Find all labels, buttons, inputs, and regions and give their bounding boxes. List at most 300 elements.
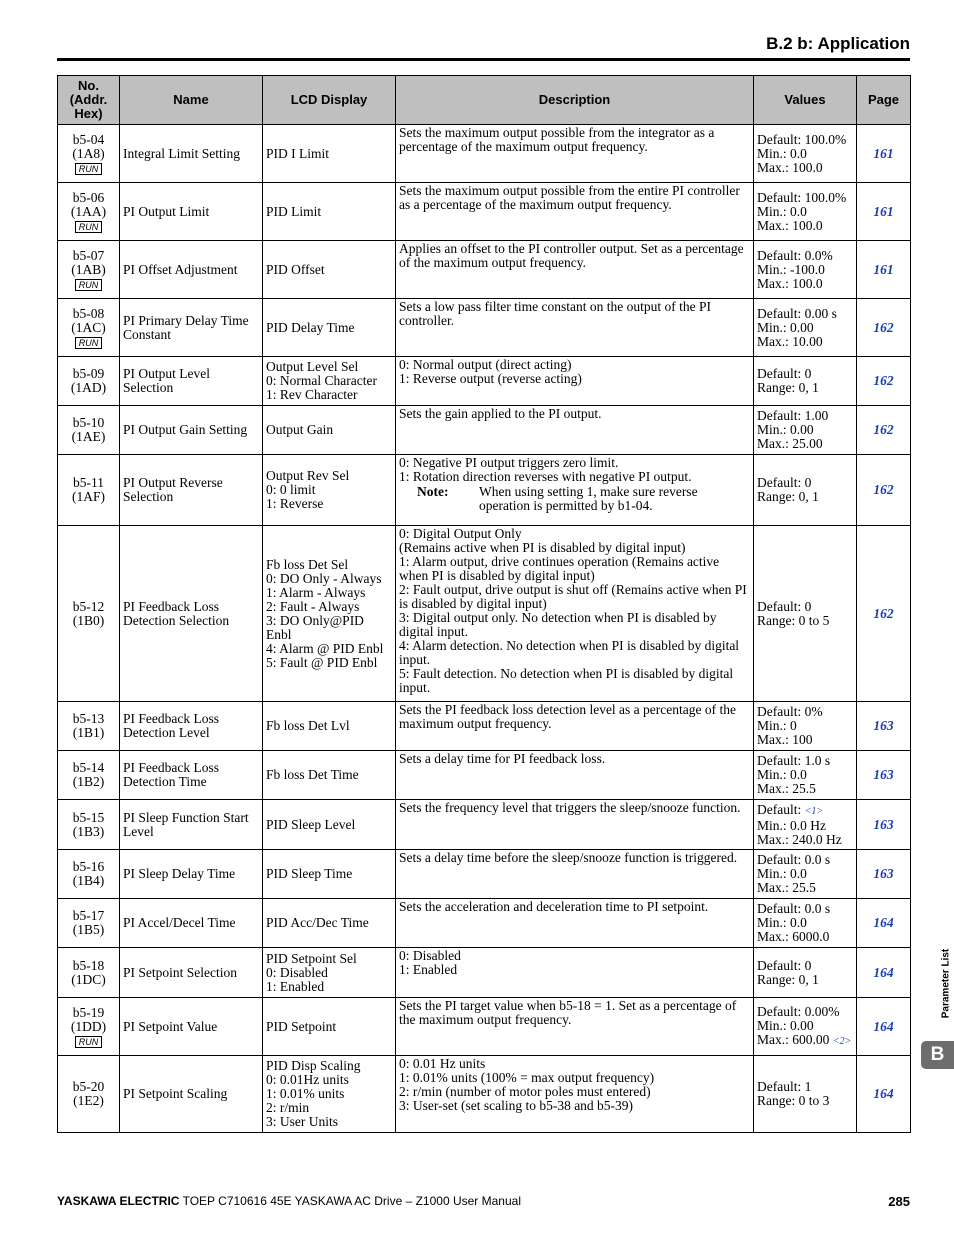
page-link[interactable]: 164 — [857, 998, 911, 1056]
note-text: When using setting 1, make sure reverse operation is permitted by b1-04. — [479, 484, 698, 513]
value-line — [757, 1033, 853, 1049]
description-line: Sets the frequency level that triggers the sleep/snooze function. — [399, 800, 741, 815]
value-text: Min.: 0 — [757, 718, 797, 733]
run-badge: RUN — [75, 221, 103, 233]
lcd-display-cell — [263, 526, 396, 702]
note-label: Note: — [417, 484, 449, 499]
value-line — [757, 249, 853, 263]
param-number-cell — [58, 751, 120, 800]
param-number-line: (1AA) — [70, 203, 107, 219]
value-text: Default: 0.0 s — [757, 852, 831, 867]
table-row — [58, 751, 911, 800]
param-number-line: (1E2) — [73, 1093, 104, 1108]
footer-doc-title: TOEP C710616 45E YASKAWA AC Drive – Z1000 User Manual — [182, 1194, 521, 1208]
param-name: PI Output Limit — [120, 183, 263, 241]
value-line — [757, 277, 853, 291]
table-row — [58, 800, 911, 850]
value-text: Default: 0 — [757, 957, 812, 973]
appendix-tab[interactable]: B — [921, 1041, 954, 1069]
param-number-line: (1AC) — [71, 319, 106, 335]
value-text: Range: 0, 1 — [757, 380, 819, 395]
value-line — [757, 768, 853, 782]
value-line — [757, 307, 853, 321]
page-link[interactable]: 161 — [857, 241, 911, 299]
param-name: PI Feedback Loss Detection Time — [120, 751, 263, 800]
param-number-cell — [58, 948, 120, 998]
run-badge: RUN — [75, 1036, 103, 1048]
lcd-display-cell — [263, 800, 396, 850]
values-cell — [754, 406, 857, 455]
description-cell — [396, 406, 754, 455]
page-header — [57, 0, 910, 61]
table-row — [58, 948, 911, 998]
param-number-line: (1B0) — [72, 612, 105, 628]
lcd-display-cell — [263, 125, 396, 183]
param-number-cell — [58, 357, 120, 406]
description-cell — [396, 850, 754, 899]
value-line — [757, 959, 853, 973]
param-number-line: (1AF) — [72, 489, 105, 504]
lcd-line: Output Rev Sel — [266, 468, 350, 483]
value-text: Default: 0.00% — [757, 1003, 840, 1019]
param-number-cell — [58, 998, 120, 1056]
param-name: PI Primary Delay Time Constant — [120, 299, 263, 357]
lcd-line: 0: DO Only - Always — [266, 570, 382, 586]
description-line: 1: Enabled — [399, 962, 458, 977]
lcd-display-cell — [263, 751, 396, 800]
lcd-line: 4: Alarm @ PID Enbl — [266, 640, 384, 656]
param-number-line: b5-19 — [72, 1004, 105, 1020]
description-line: Sets the PI target value when b5-18 = 1. Set as a percentage of the maximum output frequency. — [399, 998, 737, 1027]
description-line: 0: Negative PI output triggers zero limit. — [399, 455, 619, 470]
value-line — [757, 161, 853, 175]
description-cell — [396, 800, 754, 850]
param-name: Integral Limit Setting — [120, 125, 263, 183]
values-cell — [754, 241, 857, 299]
param-number-line: b5-12 — [72, 598, 105, 614]
description-cell — [396, 241, 754, 299]
param-name: PI Offset Adjustment — [120, 241, 263, 299]
col-header-description: Description — [396, 76, 754, 125]
param-name: PI Sleep Function Start Level — [120, 800, 263, 850]
value-text: Max.: 25.5 — [757, 880, 816, 895]
value-line — [757, 719, 853, 733]
value-text: Max.: 100.0 — [757, 159, 823, 175]
param-number-line: (1AD) — [70, 380, 107, 395]
table-row — [58, 998, 911, 1056]
page-link[interactable]: 161 — [857, 125, 911, 183]
param-name: PI Setpoint Selection — [120, 948, 263, 998]
lcd-display-cell — [263, 455, 396, 526]
page-link[interactable]: 163 — [857, 800, 911, 850]
page-link[interactable]: 162 — [857, 357, 911, 406]
lcd-line: 1: 0.01% units — [266, 1086, 345, 1101]
table-row — [58, 406, 911, 455]
col-header-values: Values — [754, 76, 857, 125]
lcd-display-cell — [263, 899, 396, 948]
description-line: 0: 0.01 Hz units — [399, 1056, 486, 1071]
value-text: Max.: 100 — [757, 732, 813, 747]
param-number-cell — [58, 800, 120, 850]
lcd-line: 5: Fault @ PID Enbl — [266, 654, 378, 670]
page-link[interactable]: 163 — [857, 850, 911, 899]
value-line — [757, 1094, 853, 1108]
lcd-display-cell — [263, 406, 396, 455]
value-line — [757, 423, 853, 437]
lcd-display-cell — [263, 183, 396, 241]
page-link[interactable]: 162 — [857, 406, 911, 455]
description-cell — [396, 751, 754, 800]
description-line: (Remains active when PI is disabled by digital input) — [399, 540, 686, 555]
footer-brand: YASKAWA ELECTRIC — [57, 1194, 180, 1208]
param-name: PI Feedback Loss Detection Level — [120, 702, 263, 751]
table-row — [58, 899, 911, 948]
param-name: PI Output Reverse Selection — [120, 455, 263, 526]
table-row — [58, 702, 911, 751]
value-line — [757, 409, 853, 423]
description-cell — [396, 299, 754, 357]
col-header-lcd-display: LCD Display — [263, 76, 396, 125]
value-line — [757, 147, 853, 161]
values-cell — [754, 702, 857, 751]
value-text: Min.: 0.0 Hz — [757, 817, 826, 833]
value-text: Min.: 0.00 — [757, 319, 814, 335]
description-cell — [396, 526, 754, 702]
value-text: Max.: 25.00 — [757, 436, 823, 451]
param-number-cell — [58, 1056, 120, 1133]
param-name: PI Feedback Loss Detection Selection — [120, 526, 263, 702]
param-number-cell — [58, 702, 120, 751]
values-cell — [754, 125, 857, 183]
param-number-line: (1B2) — [72, 774, 105, 789]
lcd-display-cell — [263, 948, 396, 998]
value-text: Default: 0.00 s — [757, 305, 837, 321]
value-text: Min.: 0.0 — [757, 145, 807, 161]
lcd-line: Fb loss Det Time — [266, 767, 359, 782]
value-text: Default: 100.0% — [757, 131, 847, 147]
param-number-cell — [58, 125, 120, 183]
table-row — [58, 455, 911, 526]
param-number-line: b5-16 — [72, 859, 105, 874]
page-link[interactable]: 164 — [857, 1056, 911, 1133]
param-number-line: (1B4) — [72, 873, 105, 888]
value-line — [757, 600, 853, 614]
values-cell — [754, 526, 857, 702]
run-badge: RUN — [75, 163, 103, 175]
value-text: Max.: 600.00 — [757, 1031, 830, 1047]
value-line — [757, 614, 853, 628]
value-text: Range: 0, 1 — [757, 971, 819, 987]
description-line: 1: Rotation direction reverses with negative PI output. — [399, 469, 692, 484]
col-header-no: No. (Addr. Hex) — [58, 76, 120, 125]
value-text: Default: 0 — [757, 598, 812, 614]
lcd-line: 3: User Units — [266, 1114, 338, 1129]
table-row — [58, 299, 911, 357]
param-number-line: (1AE) — [71, 429, 106, 444]
page-link[interactable]: 162 — [857, 455, 911, 526]
value-text: Max.: 25.5 — [757, 781, 816, 796]
value-text: Max.: 10.00 — [757, 333, 823, 349]
value-line — [757, 367, 853, 381]
value-text: Default: 0.0% — [757, 247, 833, 263]
description-line: 0: Normal output (direct acting) — [399, 357, 572, 372]
param-name: PI Output Level Selection — [120, 357, 263, 406]
table-row — [58, 183, 911, 241]
description-line: Sets the PI feedback loss detection level as a percentage of the maximum output frequency. — [399, 702, 736, 731]
description-cell — [396, 455, 754, 526]
lcd-line: 0: Normal Character — [266, 373, 377, 388]
value-text: Default: 0 — [757, 366, 812, 381]
description-line: 0: Digital Output Only — [399, 526, 522, 541]
value-text: Max.: 6000.0 — [757, 929, 830, 944]
lcd-display-cell — [263, 702, 396, 751]
param-number-line: b5-04 — [72, 131, 105, 147]
param-number-line: (1B5) — [72, 922, 105, 937]
value-line — [757, 1080, 853, 1094]
value-line — [757, 1005, 853, 1019]
value-line — [757, 930, 853, 944]
page-link[interactable]: 162 — [857, 299, 911, 357]
param-number-line: (1A8) — [72, 145, 105, 161]
lcd-line: PID Acc/Dec Time — [266, 915, 369, 930]
lcd-line: 0: Disabled — [266, 964, 328, 980]
value-line — [757, 321, 853, 335]
lcd-display-cell — [263, 1056, 396, 1133]
value-line — [757, 881, 853, 895]
value-line — [757, 437, 853, 451]
value-line — [757, 902, 853, 916]
value-text: Default: 0% — [757, 704, 823, 719]
values-cell — [754, 948, 857, 998]
param-number-cell — [58, 183, 120, 241]
description-cell — [396, 998, 754, 1056]
lcd-line: 2: Fault - Always — [266, 598, 360, 614]
lcd-line: 0: 0.01Hz units — [266, 1072, 349, 1087]
description-cell — [396, 125, 754, 183]
param-name: PI Output Gain Setting — [120, 406, 263, 455]
param-number-line: b5-10 — [72, 415, 105, 430]
lcd-display-cell — [263, 850, 396, 899]
values-cell — [754, 357, 857, 406]
description-cell — [396, 183, 754, 241]
lcd-line: Fb loss Det Lvl — [266, 718, 350, 733]
value-line — [757, 973, 853, 987]
value-text: Default: 0 — [757, 475, 812, 490]
lcd-line: PID Offset — [266, 261, 325, 277]
param-number-line: b5-14 — [72, 760, 105, 775]
value-text: Range: 0 to 3 — [757, 1093, 830, 1108]
values-cell — [754, 998, 857, 1056]
value-line — [757, 490, 853, 504]
description-line: 2: Fault output, drive output is shut off (Remains active when PI is disabled by digital input) — [399, 582, 747, 611]
value-line — [757, 853, 853, 867]
value-text: Max.: 100.0 — [757, 275, 823, 291]
lcd-display-cell — [263, 299, 396, 357]
description-line: 1: 0.01% units (100% = max output frequency) — [399, 1070, 655, 1085]
page-link[interactable]: 164 — [857, 899, 911, 948]
param-number-line: b5-08 — [72, 305, 105, 321]
lcd-line: PID Delay Time — [266, 319, 355, 335]
param-number-cell — [58, 406, 120, 455]
value-text: Min.: 0.00 — [757, 422, 814, 437]
param-number-cell — [58, 299, 120, 357]
table-row — [58, 241, 911, 299]
description-line: 5: Fault detection. No detection when PI is disabled by digital input. — [399, 666, 734, 695]
value-line — [757, 754, 853, 768]
value-text: Min.: 0.0 — [757, 203, 807, 219]
lcd-line: 2: r/min — [266, 1100, 310, 1115]
description-cell — [396, 702, 754, 751]
value-text: Default: 1 — [757, 1079, 812, 1094]
note-block — [399, 485, 750, 513]
lcd-line: PID Sleep Level — [266, 816, 356, 832]
description-line: 3: Digital output only. No detection when PI is disabled by digital input. — [399, 610, 717, 639]
description-line: Applies an offset to the PI controller output. Set as a percentage of the maximum output frequency. — [399, 241, 744, 270]
page-link[interactable]: 164 — [857, 948, 911, 998]
param-number-line: b5-11 — [73, 475, 104, 490]
description-line: Sets a low pass filter time constant on the output of the PI controller. — [399, 299, 711, 328]
lcd-line: PID Setpoint Sel — [266, 950, 357, 966]
lcd-line: 0: 0 limit — [266, 482, 316, 497]
param-number-line: b5-15 — [72, 809, 105, 825]
description-line: 0: Disabled — [399, 948, 461, 963]
footnote-ref-link[interactable]: <1> — [804, 805, 824, 817]
value-text: Max.: 240.0 Hz — [757, 831, 842, 847]
value-line — [757, 819, 853, 833]
param-number-line: (1B3) — [72, 823, 105, 839]
param-number-line: b5-17 — [72, 908, 105, 923]
values-cell — [754, 299, 857, 357]
param-name: PI Sleep Delay Time — [120, 850, 263, 899]
value-text: Default: — [757, 801, 802, 817]
param-number-line: (1AB) — [71, 261, 106, 277]
lcd-line: PID I Limit — [266, 145, 329, 161]
value-text: Default: 1.00 — [757, 408, 829, 423]
param-number-cell — [58, 455, 120, 526]
col-header-page: Page — [857, 76, 911, 125]
value-line — [757, 803, 853, 819]
lcd-line: 3: DO Only@PID Enbl — [266, 612, 364, 642]
side-section-label: Parameter List — [940, 948, 952, 1019]
param-number-line: b5-13 — [72, 711, 105, 726]
page-footer — [57, 1194, 910, 1208]
value-text: Max.: 100.0 — [757, 217, 823, 233]
value-line — [757, 191, 853, 205]
col-header-name: Name — [120, 76, 263, 125]
page-number: 285 — [888, 1194, 910, 1209]
description-line: 3: User-set (set scaling to b5-38 and b5-39) — [399, 1098, 634, 1113]
table-header-row — [58, 76, 911, 125]
values-cell — [754, 1056, 857, 1133]
value-text: Default: 1.0 s — [757, 753, 831, 768]
param-number-line: b5-06 — [72, 189, 105, 205]
value-text: Range: 0, 1 — [757, 489, 819, 504]
value-line — [757, 263, 853, 277]
run-badge: RUN — [75, 279, 103, 291]
description-cell — [396, 1056, 754, 1133]
lcd-line: 1: Enabled — [266, 978, 325, 994]
param-number-line: (1DC) — [71, 971, 106, 987]
table-row — [58, 850, 911, 899]
param-number-line: b5-07 — [72, 247, 105, 263]
description-line: Sets a delay time for PI feedback loss. — [399, 751, 606, 766]
table-row — [58, 125, 911, 183]
value-line — [757, 381, 853, 395]
param-number-line: b5-20 — [72, 1079, 105, 1094]
value-text: Min.: 0.0 — [757, 767, 807, 782]
values-cell — [754, 751, 857, 800]
lcd-line: Fb loss Det Sel — [266, 556, 349, 572]
value-text: Min.: 0.0 — [757, 915, 807, 930]
values-cell — [754, 183, 857, 241]
param-number-line: (1DD) — [70, 1018, 107, 1034]
value-line — [757, 705, 853, 719]
value-line — [757, 1019, 853, 1033]
value-text: Default: 100.0% — [757, 189, 847, 205]
description-line: 4: Alarm detection. No detection when PI is disabled by digital input. — [399, 638, 740, 667]
description-line: Sets a delay time before the sleep/snooze function is triggered. — [399, 850, 738, 865]
description-line: Sets the maximum output possible from the entire PI controller as a percentage of the maximum output frequency. — [399, 183, 740, 212]
description-line: Sets the maximum output possible from the integrator as a percentage of the maximum output frequency. — [399, 125, 715, 154]
value-line — [757, 219, 853, 233]
footnote-ref-link[interactable]: <2> — [832, 1035, 852, 1047]
values-cell — [754, 899, 857, 948]
param-name: PI Setpoint Scaling — [120, 1056, 263, 1133]
description-line: 2: r/min (number of motor poles must entered) — [399, 1084, 651, 1099]
description-cell — [396, 948, 754, 998]
param-number-cell — [58, 899, 120, 948]
parameter-table — [57, 75, 911, 1133]
values-cell — [754, 455, 857, 526]
description-cell — [396, 899, 754, 948]
param-number-cell — [58, 241, 120, 299]
value-line — [757, 733, 853, 747]
value-line — [757, 833, 853, 847]
param-number-cell — [58, 526, 120, 702]
page-link[interactable]: 161 — [857, 183, 911, 241]
table-row — [58, 526, 911, 702]
description-line: Sets the acceleration and deceleration time to PI setpoint. — [399, 899, 709, 914]
lcd-line: PID Disp Scaling — [266, 1058, 361, 1073]
table-row — [58, 1056, 911, 1133]
lcd-line: PID Limit — [266, 203, 322, 219]
description-line: Sets the gain applied to the PI output. — [399, 406, 602, 421]
page-link[interactable]: 162 — [857, 526, 911, 702]
description-cell — [396, 357, 754, 406]
value-text: Min.: -100.0 — [757, 261, 825, 277]
table-row — [58, 357, 911, 406]
lcd-line: 1: Reverse — [266, 496, 324, 511]
lcd-line: Output Gain — [266, 422, 334, 437]
lcd-line: Output Level Sel — [266, 359, 359, 374]
value-line — [757, 782, 853, 796]
param-number-line: b5-09 — [72, 366, 105, 381]
values-cell — [754, 800, 857, 850]
value-line — [757, 867, 853, 881]
lcd-line: PID Sleep Time — [266, 866, 353, 881]
lcd-line: PID Setpoint — [266, 1018, 337, 1034]
run-badge: RUN — [75, 337, 103, 349]
lcd-display-cell — [263, 241, 396, 299]
values-cell — [754, 850, 857, 899]
page-link[interactable]: 163 — [857, 702, 911, 751]
page-link[interactable]: 163 — [857, 751, 911, 800]
description-line: 1: Reverse output (reverse acting) — [399, 371, 582, 386]
value-text: Default: 0.0 s — [757, 901, 831, 916]
value-text: Min.: 0.00 — [757, 1017, 814, 1033]
param-number-line: (1B1) — [72, 725, 105, 740]
param-number-cell — [58, 850, 120, 899]
